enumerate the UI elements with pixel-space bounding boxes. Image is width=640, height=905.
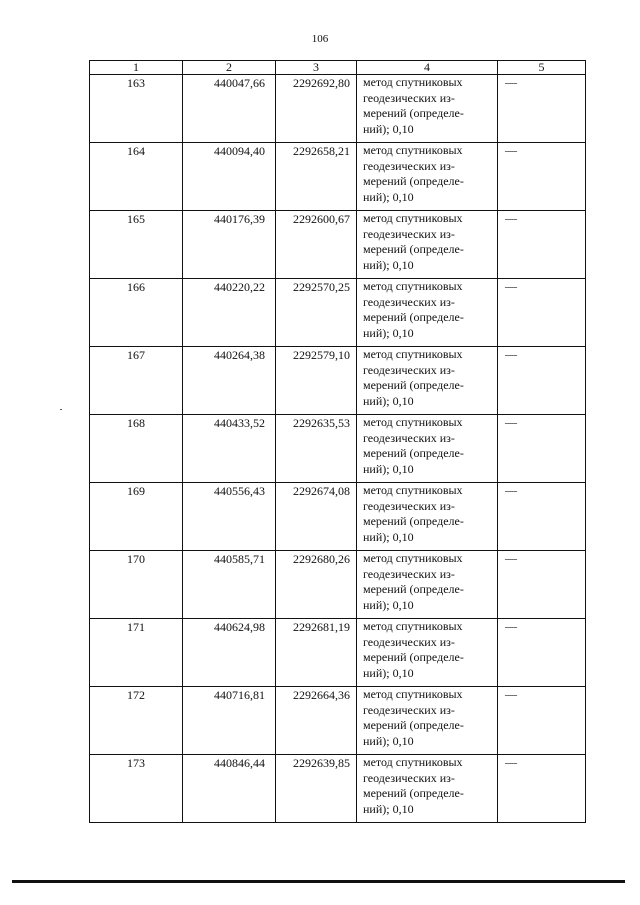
y-coordinate-cell bbox=[276, 143, 357, 211]
method-cell bbox=[357, 619, 498, 687]
point-number-cell bbox=[90, 619, 183, 687]
method-line: метод спутниковых bbox=[363, 619, 463, 633]
scan-speck bbox=[60, 409, 62, 410]
point-number-cell-text: 167 bbox=[127, 348, 145, 362]
point-number-cell bbox=[90, 551, 183, 619]
x-coordinate-cell-text: 440624,98 bbox=[214, 620, 265, 634]
method-line: геодезических из- bbox=[363, 498, 455, 513]
y-coordinate-cell bbox=[276, 279, 357, 347]
method-line: метод спутниковых bbox=[363, 415, 463, 429]
method-line: мерений (определе- bbox=[363, 650, 464, 664]
point-number-cell-text: 172 bbox=[127, 688, 145, 702]
note-cell-text: — bbox=[505, 483, 517, 497]
x-coordinate-cell bbox=[183, 551, 276, 619]
coordinates-table bbox=[89, 60, 586, 823]
note-cell-text: — bbox=[505, 75, 517, 89]
point-number-cell bbox=[90, 279, 183, 347]
method-line: ний); 0,10 bbox=[363, 461, 414, 476]
x-coordinate-cell bbox=[183, 75, 276, 143]
y-coordinate-cell bbox=[276, 415, 357, 483]
x-coordinate-cell bbox=[183, 755, 276, 823]
x-coordinate-cell bbox=[183, 143, 276, 211]
note-cell-text: — bbox=[505, 279, 517, 293]
point-number-cell-text: 163 bbox=[127, 76, 145, 90]
y-coordinate-cell bbox=[276, 483, 357, 551]
method-line: геодезических из- bbox=[363, 566, 455, 581]
table-body bbox=[90, 75, 586, 823]
y-coordinate-cell bbox=[276, 347, 357, 415]
method-line: мерений (определе- bbox=[363, 378, 464, 392]
page-number: 106 bbox=[311, 33, 329, 45]
y-coordinate-cell bbox=[276, 211, 357, 279]
method-line: ний); 0,10 bbox=[363, 529, 414, 544]
x-coordinate-cell-text: 440220,22 bbox=[214, 280, 265, 294]
method-line: метод спутниковых bbox=[363, 75, 463, 89]
y-coordinate-cell bbox=[276, 75, 357, 143]
method-cell bbox=[357, 483, 498, 551]
point-number-cell-text: 173 bbox=[127, 756, 145, 770]
y-coordinate-cell-text: 2292664,36 bbox=[293, 688, 350, 702]
note-cell bbox=[498, 415, 586, 483]
y-coordinate-cell-text: 2292681,19 bbox=[293, 620, 350, 634]
method-line: метод спутниковых bbox=[363, 551, 463, 565]
point-number-cell bbox=[90, 75, 183, 143]
method-line: мерений (определе- bbox=[363, 514, 464, 528]
method-line: мерений (определе- bbox=[363, 310, 464, 324]
bottom-rule bbox=[12, 880, 625, 883]
note-cell bbox=[498, 551, 586, 619]
point-number-cell bbox=[90, 755, 183, 823]
point-number-cell-text: 170 bbox=[127, 552, 145, 566]
note-cell bbox=[498, 755, 586, 823]
note-cell bbox=[498, 75, 586, 143]
method-line: метод спутниковых bbox=[363, 687, 463, 701]
header-col-1: 1 bbox=[90, 61, 183, 75]
method-line: метод спутниковых bbox=[363, 755, 463, 769]
header-col-4: 4 bbox=[357, 61, 498, 75]
method-line: ний); 0,10 bbox=[363, 325, 414, 340]
method-cell bbox=[357, 347, 498, 415]
y-coordinate-cell-text: 2292570,25 bbox=[293, 280, 350, 294]
x-coordinate-cell bbox=[183, 415, 276, 483]
table-row bbox=[90, 619, 586, 687]
method-line: геодезических из- bbox=[363, 90, 455, 105]
table-row bbox=[90, 483, 586, 551]
note-cell-text: — bbox=[505, 415, 517, 429]
x-coordinate-cell bbox=[183, 483, 276, 551]
table-row bbox=[90, 211, 586, 279]
note-cell-text: — bbox=[505, 211, 517, 225]
point-number-cell bbox=[90, 415, 183, 483]
method-line: ний); 0,10 bbox=[363, 665, 414, 680]
x-coordinate-cell-text: 440264,38 bbox=[214, 348, 265, 362]
point-number-cell bbox=[90, 687, 183, 755]
method-line: ний); 0,10 bbox=[363, 189, 414, 204]
method-line: ний); 0,10 bbox=[363, 733, 414, 748]
point-number-cell bbox=[90, 211, 183, 279]
method-line: мерений (определе- bbox=[363, 446, 464, 460]
method-line: метод спутниковых bbox=[363, 279, 463, 293]
point-number-cell-text: 171 bbox=[127, 620, 145, 634]
method-line: мерений (определе- bbox=[363, 174, 464, 188]
note-cell-text: — bbox=[505, 687, 517, 701]
x-coordinate-cell-text: 440176,39 bbox=[214, 212, 265, 226]
x-coordinate-cell-text: 440433,52 bbox=[214, 416, 265, 430]
method-line: геодезических из- bbox=[363, 294, 455, 309]
table-row bbox=[90, 415, 586, 483]
method-line: мерений (определе- bbox=[363, 106, 464, 120]
method-cell bbox=[357, 211, 498, 279]
table-row bbox=[90, 279, 586, 347]
method-line: геодезических из- bbox=[363, 770, 455, 785]
note-cell-text: — bbox=[505, 619, 517, 633]
method-line: геодезических из- bbox=[363, 362, 455, 377]
point-number-cell-text: 165 bbox=[127, 212, 145, 226]
y-coordinate-cell-text: 2292674,08 bbox=[293, 484, 350, 498]
note-cell bbox=[498, 619, 586, 687]
method-line: мерений (определе- bbox=[363, 242, 464, 256]
note-cell bbox=[498, 279, 586, 347]
point-number-cell-text: 164 bbox=[127, 144, 145, 158]
note-cell bbox=[498, 347, 586, 415]
x-coordinate-cell-text: 440716,81 bbox=[214, 688, 265, 702]
y-coordinate-cell-text: 2292635,53 bbox=[293, 416, 350, 430]
method-line: мерений (определе- bbox=[363, 786, 464, 800]
header-col-3: 3 bbox=[276, 61, 357, 75]
table-row bbox=[90, 755, 586, 823]
method-cell bbox=[357, 415, 498, 483]
method-line: ний); 0,10 bbox=[363, 801, 414, 816]
y-coordinate-cell-text: 2292600,67 bbox=[293, 212, 350, 226]
note-cell bbox=[498, 211, 586, 279]
point-number-cell-text: 169 bbox=[127, 484, 145, 498]
x-coordinate-cell bbox=[183, 619, 276, 687]
y-coordinate-cell-text: 2292658,21 bbox=[293, 144, 350, 158]
table-row bbox=[90, 687, 586, 755]
point-number-cell bbox=[90, 483, 183, 551]
method-line: геодезических из- bbox=[363, 226, 455, 241]
x-coordinate-cell bbox=[183, 211, 276, 279]
y-coordinate-cell-text: 2292579,10 bbox=[293, 348, 350, 362]
note-cell bbox=[498, 483, 586, 551]
x-coordinate-cell-text: 440585,71 bbox=[214, 552, 265, 566]
note-cell bbox=[498, 143, 586, 211]
table-row bbox=[90, 347, 586, 415]
x-coordinate-cell bbox=[183, 347, 276, 415]
y-coordinate-cell bbox=[276, 551, 357, 619]
point-number-cell-text: 168 bbox=[127, 416, 145, 430]
method-line: геодезических из- bbox=[363, 430, 455, 445]
table-row bbox=[90, 75, 586, 143]
method-cell bbox=[357, 279, 498, 347]
header-row bbox=[90, 61, 586, 75]
note-cell bbox=[498, 687, 586, 755]
method-line: геодезических из- bbox=[363, 634, 455, 649]
x-coordinate-cell bbox=[183, 687, 276, 755]
note-cell-text: — bbox=[505, 755, 517, 769]
y-coordinate-cell bbox=[276, 619, 357, 687]
note-cell-text: — bbox=[505, 347, 517, 361]
x-coordinate-cell bbox=[183, 279, 276, 347]
method-line: метод спутниковых bbox=[363, 483, 463, 497]
method-line: мерений (определе- bbox=[363, 582, 464, 596]
method-cell bbox=[357, 551, 498, 619]
y-coordinate-cell-text: 2292639,85 bbox=[293, 756, 350, 770]
x-coordinate-cell-text: 440556,43 bbox=[214, 484, 265, 498]
table-row bbox=[90, 143, 586, 211]
method-line: ний); 0,10 bbox=[363, 257, 414, 272]
y-coordinate-cell bbox=[276, 755, 357, 823]
note-cell-text: — bbox=[505, 143, 517, 157]
method-cell bbox=[357, 755, 498, 823]
point-number-cell bbox=[90, 347, 183, 415]
method-line: метод спутниковых bbox=[363, 211, 463, 225]
method-line: ний); 0,10 bbox=[363, 121, 414, 136]
method-cell bbox=[357, 143, 498, 211]
y-coordinate-cell-text: 2292692,80 bbox=[293, 76, 350, 90]
x-coordinate-cell-text: 440047,66 bbox=[214, 76, 265, 90]
note-cell-text: — bbox=[505, 551, 517, 565]
table-row bbox=[90, 551, 586, 619]
header-col-2: 2 bbox=[183, 61, 276, 75]
method-line: мерений (определе- bbox=[363, 718, 464, 732]
point-number-cell bbox=[90, 143, 183, 211]
method-line: метод спутниковых bbox=[363, 143, 463, 157]
method-line: метод спутниковых bbox=[363, 347, 463, 361]
y-coordinate-cell bbox=[276, 687, 357, 755]
method-line: ний); 0,10 bbox=[363, 393, 414, 408]
header-col-5: 5 bbox=[498, 61, 586, 75]
x-coordinate-cell-text: 440094,40 bbox=[214, 144, 265, 158]
method-line: геодезических из- bbox=[363, 158, 455, 173]
x-coordinate-cell-text: 440846,44 bbox=[214, 756, 265, 770]
method-line: ний); 0,10 bbox=[363, 597, 414, 612]
method-cell bbox=[357, 687, 498, 755]
method-cell bbox=[357, 75, 498, 143]
y-coordinate-cell-text: 2292680,26 bbox=[293, 552, 350, 566]
table-header bbox=[90, 61, 586, 75]
method-line: геодезических из- bbox=[363, 702, 455, 717]
point-number-cell-text: 166 bbox=[127, 280, 145, 294]
